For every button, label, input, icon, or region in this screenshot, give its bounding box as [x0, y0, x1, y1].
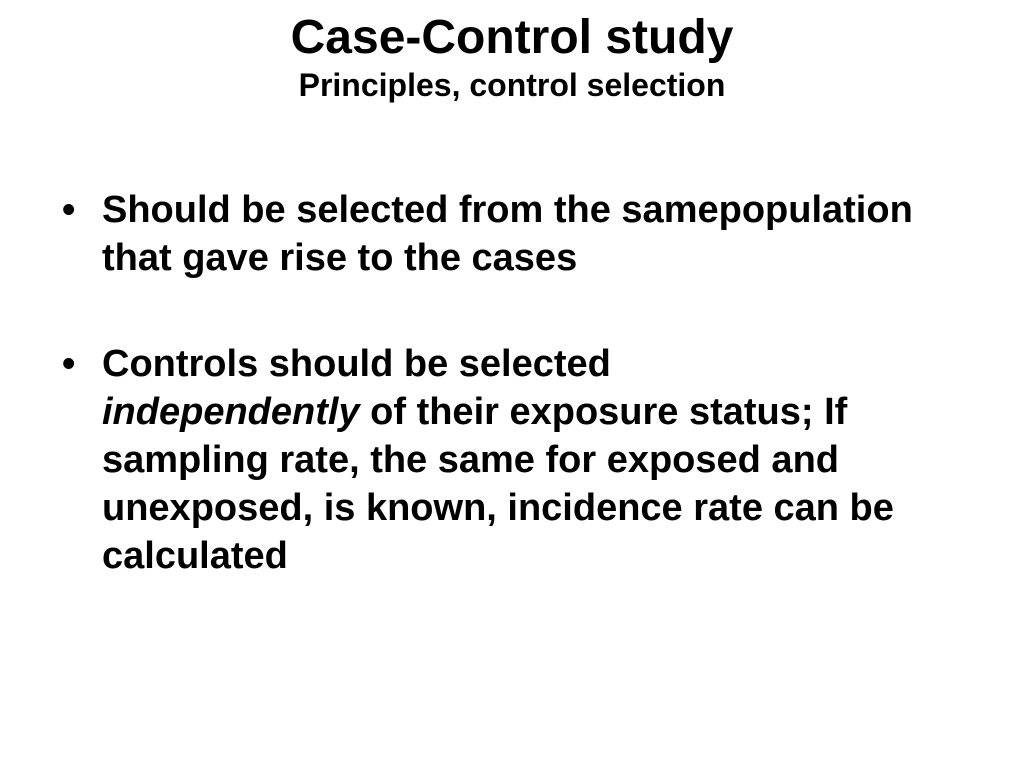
emphasis-text: independently [102, 391, 360, 433]
bullet-dot-icon: • [62, 343, 76, 385]
bullet-text: Controls should be selected [102, 343, 611, 385]
title-block [0, 10, 1024, 104]
bullet-list [56, 186, 976, 580]
bullet-dot-icon: • [62, 189, 76, 231]
bullet-text-continued: of their exposure status; If sampling rate, the same for exposed and unexposed, is known, incidence rate can be calculated [102, 391, 894, 577]
bullet-item [56, 186, 976, 282]
bullet-text: Should be selected from the samepopulation that gave rise to the cases [102, 189, 913, 279]
slide-title: Case-Control study [290, 11, 734, 64]
slide-subtitle: Principles, control selection [298, 67, 726, 103]
bullet-item [56, 340, 976, 580]
